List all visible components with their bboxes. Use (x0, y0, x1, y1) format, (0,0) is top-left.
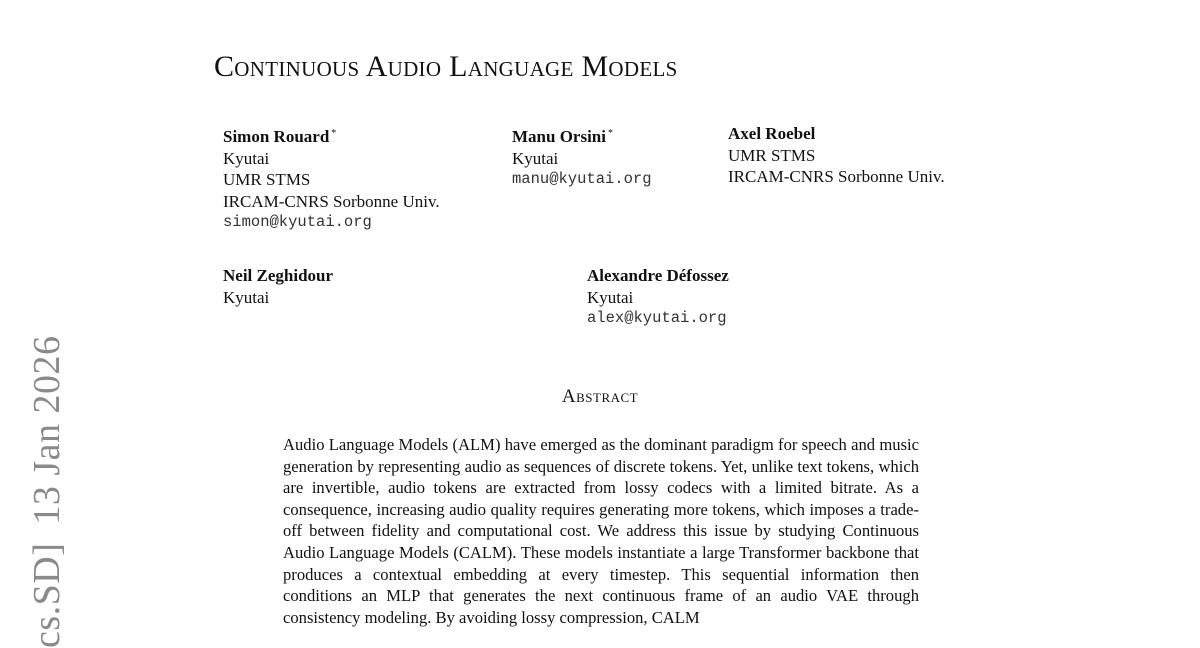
arxiv-category: cs.SD] (26, 542, 68, 648)
author-email: manu@kyutai.org (512, 170, 652, 188)
abstract-heading: Abstract (561, 386, 639, 407)
arxiv-sidebar-stamp (24, 335, 70, 648)
author-name: Alexandre Défossez (587, 266, 729, 285)
author-affiliation: Kyutai (587, 287, 634, 307)
author-block (223, 265, 333, 308)
author-block (223, 123, 440, 234)
author-affiliation: IRCAM-CNRS Sorbonne Univ. (728, 167, 945, 186)
equal-contribution-mark: * (608, 128, 613, 139)
author-block (512, 123, 652, 191)
author-name: Simon Rouard (223, 127, 330, 146)
equal-contribution-mark: * (331, 128, 337, 139)
author-email: alex@kyutai.org (587, 309, 727, 327)
author-name: Neil Zeghidour (223, 266, 334, 285)
author-name: Manu Orsini (512, 127, 606, 146)
author-email: simon@kyutai.org (223, 213, 372, 231)
author-name: Axel Roebel (728, 124, 816, 143)
paper-title: Continuous Audio Language Models (214, 50, 678, 83)
author-affiliation: Kyutai (223, 148, 270, 168)
author-block (728, 123, 945, 188)
author-affiliation: UMR STMS (223, 170, 311, 189)
author-affiliation: UMR STMS (728, 145, 816, 165)
author-affiliation: Kyutai (512, 148, 559, 168)
abstract-text: Audio Language Models (ALM) have emerged as the dominant paradigm for speech and music generation by representing audio as sequences of discrete tokens. Yet, unlike text tokens, which are invertible, audio tokens are extracted from lossy codecs with a limited bitrate. As a consequence, increasing audio quality requires generating more tokens, which imposes a trade-off between fidelity and computational cost. We address this issue by studying Continuous Audio Language Models (CALM). These models instantiate a large Transformer backbone that produces a contextual embedding at every timestep. This sequential information then conditions an MLP that generates the next continuous frame of an audio VAE through consistency modeling. By avoiding lossy compression, CALM (283, 435, 919, 627)
author-affiliation: IRCAM-CNRS Sorbonne Univ. (223, 191, 440, 211)
author-affiliation: Kyutai (223, 287, 270, 307)
arxiv-date: 13 Jan 2026 (26, 335, 68, 525)
author-block (587, 265, 729, 330)
